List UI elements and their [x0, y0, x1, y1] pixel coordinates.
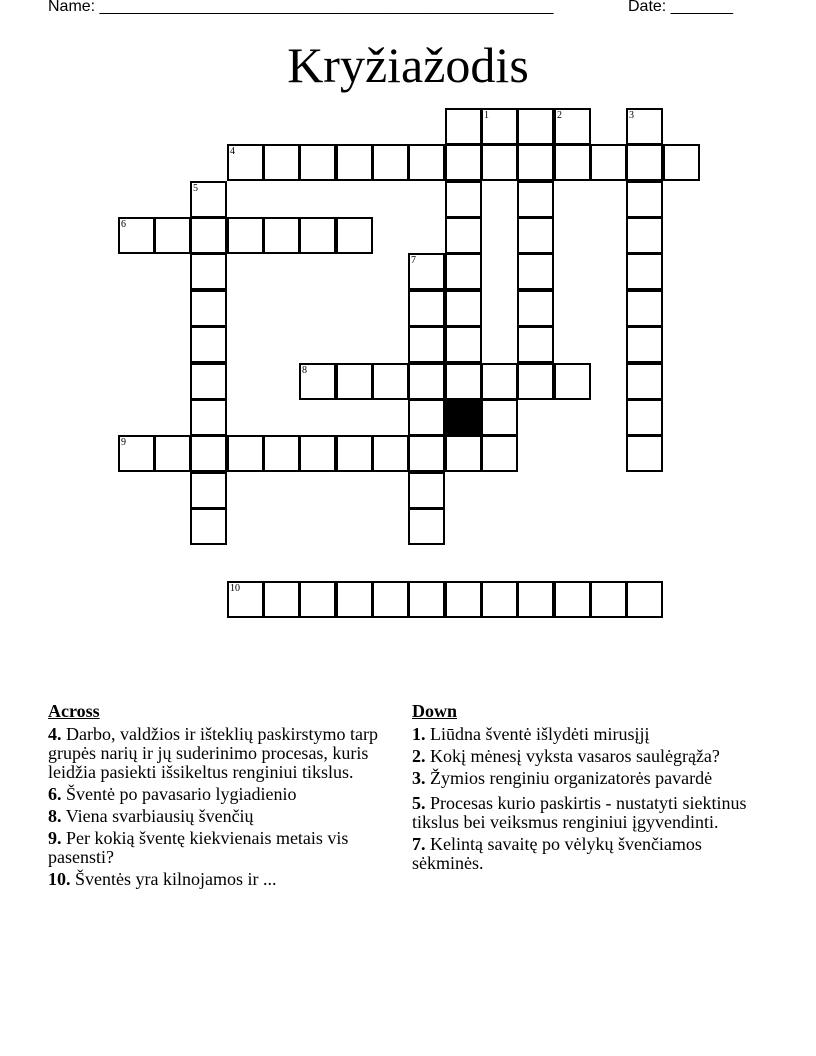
clue-text: Per kokią šventę kiekvienais metais vis pasensti?: [48, 828, 349, 867]
grid-cell[interactable]: [445, 181, 482, 218]
grid-cell[interactable]: [626, 108, 663, 145]
grid-cell[interactable]: [190, 363, 227, 400]
grid-cell[interactable]: [408, 581, 445, 618]
grid-cell[interactable]: [408, 508, 445, 545]
grid-cell[interactable]: [372, 435, 409, 472]
grid-cell[interactable]: [554, 144, 591, 181]
grid-cell[interactable]: [626, 181, 663, 218]
clue-text: Kokį mėnesį vyksta vasaros saulėgrąža?: [430, 746, 720, 766]
clue-number: 4.: [48, 724, 62, 744]
grid-cell[interactable]: [190, 435, 227, 472]
grid-cell[interactable]: [554, 363, 591, 400]
clue-number-label: 9: [121, 437, 126, 448]
grid-cell[interactable]: [336, 363, 373, 400]
grid-cell[interactable]: [227, 217, 264, 254]
grid-cell[interactable]: [554, 108, 591, 145]
across-clues: [48, 702, 388, 892]
clue-number-label: 7: [411, 255, 416, 266]
grid-cell[interactable]: [445, 326, 482, 363]
clue-item: [48, 870, 388, 889]
clue-item: [412, 769, 762, 788]
clue-number: 6.: [48, 784, 62, 804]
clue-number-label: 1: [484, 110, 489, 121]
clue-number-label: 3: [629, 110, 634, 121]
grid-cell[interactable]: [408, 435, 445, 472]
grid-cell[interactable]: [336, 581, 373, 618]
grid-cell[interactable]: [408, 472, 445, 509]
grid-cell[interactable]: [408, 326, 445, 363]
grid-cell[interactable]: [517, 144, 554, 181]
grid-cell[interactable]: [481, 581, 518, 618]
grid-cell[interactable]: [626, 253, 663, 290]
grid-cell[interactable]: [154, 435, 191, 472]
grid-cell[interactable]: [517, 181, 554, 218]
grid-cell[interactable]: [445, 217, 482, 254]
grid-cell[interactable]: [299, 144, 336, 181]
clue-number-label: 5: [193, 183, 198, 194]
clue-number: 3.: [412, 768, 426, 788]
grid-cell[interactable]: [626, 144, 663, 181]
grid-cell[interactable]: [445, 435, 482, 472]
clue-number-label: 8: [302, 365, 307, 376]
clue-number: 9.: [48, 828, 62, 848]
clue-number-label: 4: [230, 146, 235, 157]
grid-cell[interactable]: [445, 253, 482, 290]
grid-cell[interactable]: [445, 144, 482, 181]
clue-item: [412, 794, 762, 832]
grid-cell[interactable]: [190, 326, 227, 363]
clue-text: Šventės yra kilnojamos ir ...: [75, 869, 277, 889]
grid-cell[interactable]: [299, 581, 336, 618]
grid-cell[interactable]: [263, 435, 300, 472]
clue-item: [48, 807, 388, 826]
grid-cell[interactable]: [154, 217, 191, 254]
name-field[interactable]: Name: ___________________________________________________: [48, 0, 554, 15]
grid-cell[interactable]: [481, 363, 518, 400]
grid-cell[interactable]: [445, 581, 482, 618]
grid-cell[interactable]: [190, 508, 227, 545]
across-heading: Across: [48, 701, 100, 721]
grid-cell[interactable]: [481, 144, 518, 181]
grid-cell[interactable]: [227, 435, 264, 472]
clue-number-label: 6: [121, 219, 126, 230]
grid-cell[interactable]: [118, 217, 155, 254]
date-field[interactable]: Date: _______: [628, 0, 733, 15]
grid-cell[interactable]: [190, 217, 227, 254]
grid-cell[interactable]: [626, 326, 663, 363]
clue-text: Kelintą savaitę po vėlykų švenčiamos sėkminės.: [412, 834, 702, 873]
grid-cell[interactable]: [372, 363, 409, 400]
grid-cell[interactable]: [626, 217, 663, 254]
clue-item: [48, 785, 388, 804]
clue-text: Darbo, valdžios ir išteklių paskirstymo tarp grupės narių ir jų suderinimo procesas, kuris leidžia pasiekti išsikeltus renginiui tikslus.: [48, 724, 378, 782]
page-title: Kryžiažodis: [287, 37, 529, 93]
clue-item: [48, 725, 388, 782]
grid-cell[interactable]: [408, 144, 445, 181]
down-clues: [412, 702, 762, 876]
grid-cell[interactable]: [299, 363, 336, 400]
clue-item: [412, 725, 762, 744]
clue-number-label: 2: [557, 110, 562, 121]
grid-cell[interactable]: [517, 253, 554, 290]
grid-cell[interactable]: [517, 581, 554, 618]
clue-number: 2.: [412, 746, 426, 766]
clue-number: 5.: [412, 793, 426, 813]
clue-text: Procesas kurio paskirtis - nustatyti siektinus tikslus bei veiksmus renginiui įgyvendinti.: [412, 793, 747, 832]
grid-cell[interactable]: [408, 290, 445, 327]
grid-cell[interactable]: [299, 435, 336, 472]
clue-text: Šventė po pavasario lygiadienio: [66, 784, 297, 804]
grid-cell[interactable]: [517, 108, 554, 145]
clue-text: Liūdna šventė išlydėti mirusįjį: [430, 724, 650, 744]
grid-cell[interactable]: [190, 472, 227, 509]
grid-cell[interactable]: [517, 217, 554, 254]
grid-cell[interactable]: [517, 290, 554, 327]
grid-cell[interactable]: [190, 181, 227, 218]
black-cell: [445, 399, 482, 436]
grid-cell[interactable]: [481, 435, 518, 472]
clue-text: Žymios renginiu organizatorės pavardė: [430, 768, 713, 788]
clue-number-label: 10: [230, 583, 240, 594]
clue-number: 7.: [412, 834, 426, 854]
grid-cell[interactable]: [626, 363, 663, 400]
clue-item: [412, 835, 762, 873]
grid-cell[interactable]: [626, 399, 663, 436]
grid-cell[interactable]: [445, 290, 482, 327]
grid-cell[interactable]: [481, 399, 518, 436]
grid-cell[interactable]: [263, 581, 300, 618]
grid-cell[interactable]: [118, 435, 155, 472]
grid-cell[interactable]: [626, 435, 663, 472]
grid-cell[interactable]: [227, 144, 264, 181]
grid-cell[interactable]: [372, 144, 409, 181]
grid-cell[interactable]: [445, 108, 482, 145]
grid-cell[interactable]: [517, 363, 554, 400]
grid-cell[interactable]: [408, 363, 445, 400]
grid-cell[interactable]: [517, 326, 554, 363]
clue-text: Viena svarbiausių švenčių: [65, 806, 254, 826]
grid-cell[interactable]: [336, 435, 373, 472]
grid-cell[interactable]: [554, 581, 591, 618]
grid-cell[interactable]: [408, 399, 445, 436]
grid-cell[interactable]: [590, 144, 627, 181]
grid-cell[interactable]: [590, 581, 627, 618]
grid-cell[interactable]: [663, 144, 700, 181]
clue-item: [412, 747, 762, 766]
grid-cell[interactable]: [336, 217, 373, 254]
grid-cell[interactable]: [299, 217, 336, 254]
grid-cell[interactable]: [190, 399, 227, 436]
grid-cell[interactable]: [263, 217, 300, 254]
clue-number: 1.: [412, 724, 426, 744]
clue-number: 10.: [48, 869, 71, 889]
clue-number: 8.: [48, 806, 62, 826]
grid-cell[interactable]: [408, 253, 445, 290]
grid-cell[interactable]: [336, 144, 373, 181]
grid-cell[interactable]: [445, 363, 482, 400]
grid-cell[interactable]: [481, 108, 518, 145]
down-heading: Down: [412, 701, 458, 721]
grid-cell[interactable]: [190, 253, 227, 290]
grid-cell[interactable]: [626, 290, 663, 327]
grid-cell[interactable]: [190, 290, 227, 327]
clue-item: [48, 829, 388, 867]
grid-cell[interactable]: [626, 581, 663, 618]
grid-cell[interactable]: [263, 144, 300, 181]
grid-cell[interactable]: [372, 581, 409, 618]
grid-cell[interactable]: [227, 581, 264, 618]
